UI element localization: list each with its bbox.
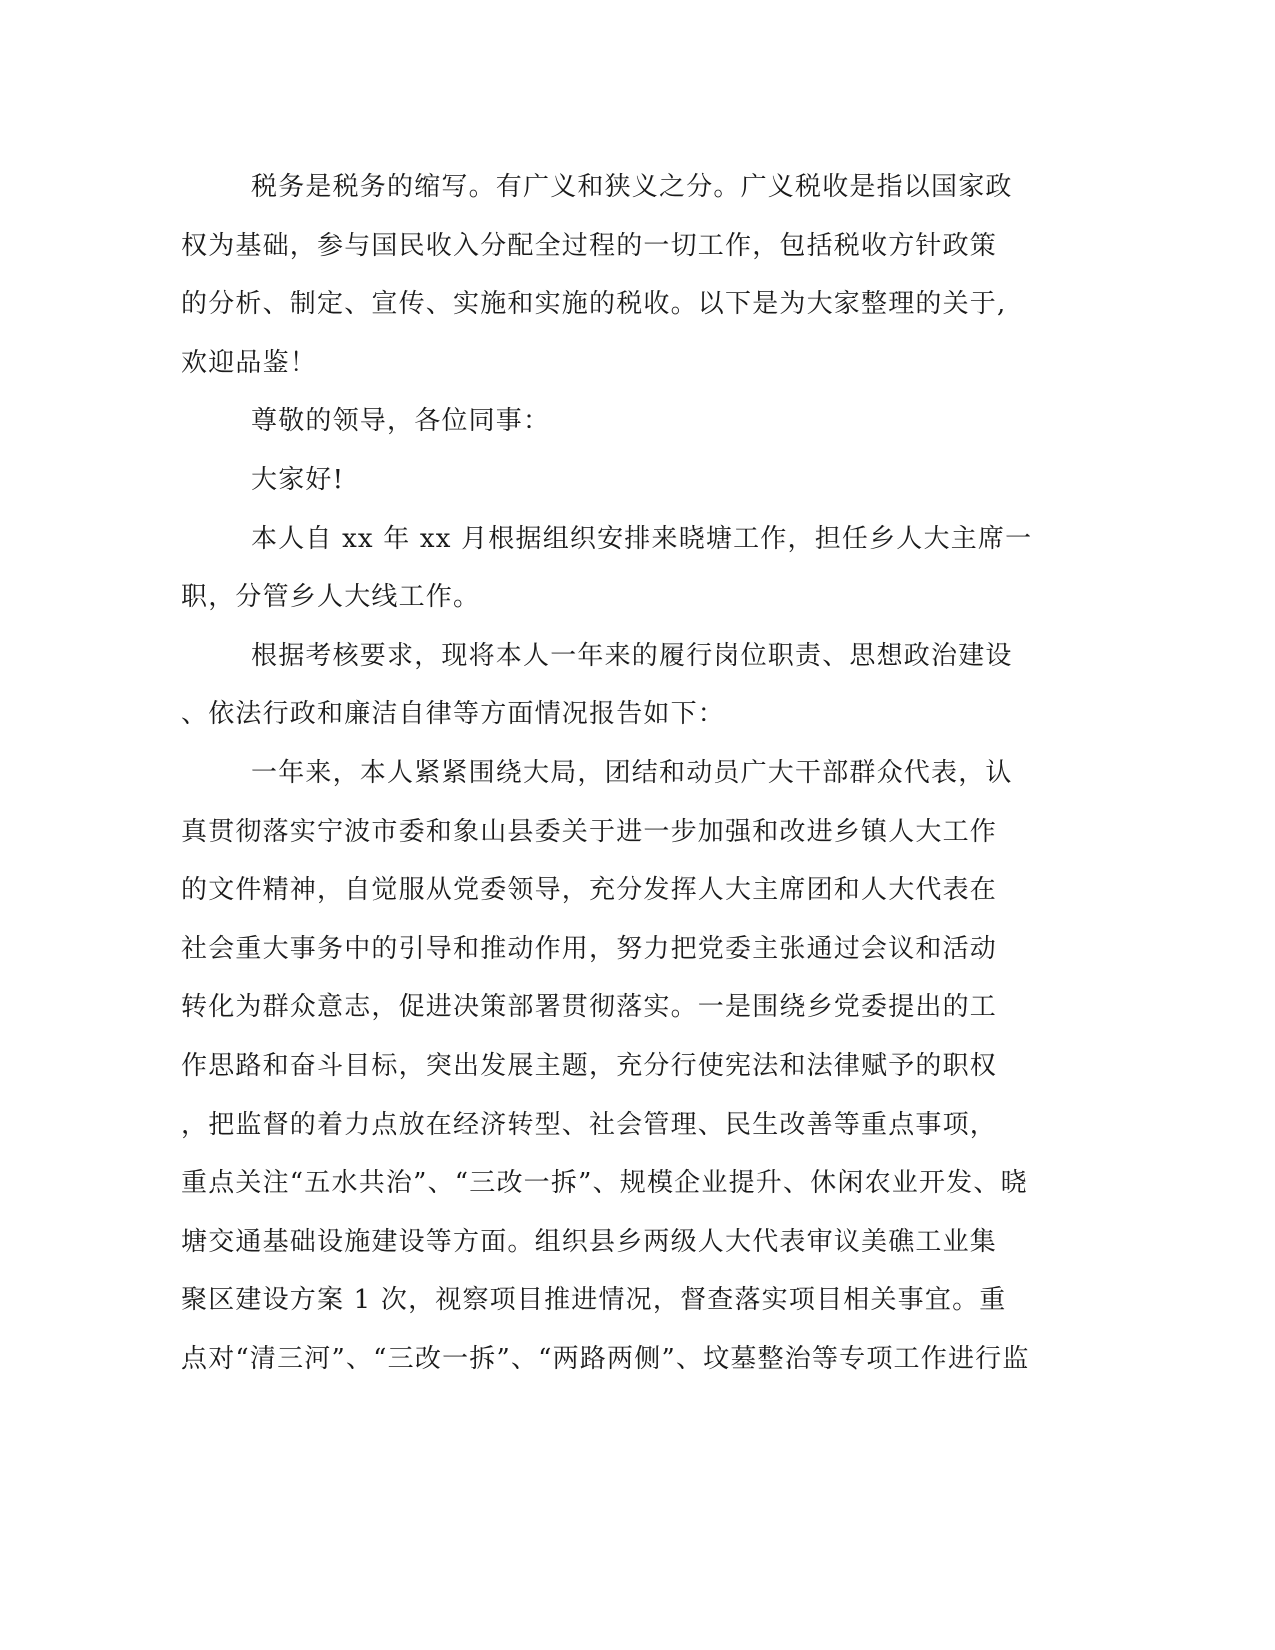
text-line: 塘交通基础设施建设等方面。组织县乡两级人大代表审议美礁工业集 <box>181 1226 998 1257</box>
text-line: 欢迎品鉴！ <box>181 347 318 378</box>
text-line: 的分析、制定、宣传、实施和实施的税收。以下是为大家整理的关于, <box>181 289 1007 320</box>
text-line: 聚区建设方案 1 次，视察项目推进情况，督查落实项目相关事宜。重 <box>181 1285 1007 1316</box>
text-line: ，把监督的着力点放在经济转型、社会管理、民生改善等重点事项， <box>181 1109 998 1140</box>
text-line: 本人自 xx 年 xx 月根据组织安排来晓塘工作，担任乡人大主席一 <box>251 523 1033 554</box>
text-line: 转化为群众意志，促进决策部署贯彻落实。一是围绕乡党委提出的工 <box>181 992 998 1023</box>
greeting-line: 大家好! <box>251 464 345 495</box>
text-line: 根据考核要求，现将本人一年来的履行岗位职责、思想政治建设 <box>251 640 1013 671</box>
text-line: 税务是税务的缩写。有广义和狭义之分。广义税收是指以国家政 <box>251 172 1013 202</box>
text-line: 点对“清三河”、“三改一拆”、“两路两侧”、坟墓整治等专项工作进行监 <box>181 1343 1030 1374</box>
text-line: 社会重大事务中的引导和推动作用，努力把党委主张通过会议和活动 <box>181 933 998 964</box>
text-line: 重点关注“五水共治”、“三改一拆”、规模企业提升、休闲农业开发、晓 <box>181 1168 1028 1199</box>
text-line: 一年来，本人紧紧围绕大局，团结和动员广大干部群众代表，认 <box>251 757 1013 788</box>
salutation-line: 尊敬的领导，各位同事： <box>251 406 551 437</box>
text-line: 、依法行政和廉洁自律等方面情况报告如下： <box>181 699 726 730</box>
text-line: 真贯彻落实宁波市委和象山县委关于进一步加强和改进乡镇人大工作 <box>181 816 998 847</box>
text-line: 职，分管乡人大线工作。 <box>181 582 481 613</box>
text-line: 作思路和奋斗目标，突出发展主题，充分行使宪法和法律赋予的职权 <box>181 1050 998 1081</box>
document-body <box>181 158 1041 1388</box>
text-line: 的文件精神，自觉服从党委领导，充分发挥人大主席团和人大代表在 <box>181 875 998 906</box>
text-line: 权为基础，参与国民收入分配全过程的一切工作，包括税收方针政策 <box>181 230 998 261</box>
